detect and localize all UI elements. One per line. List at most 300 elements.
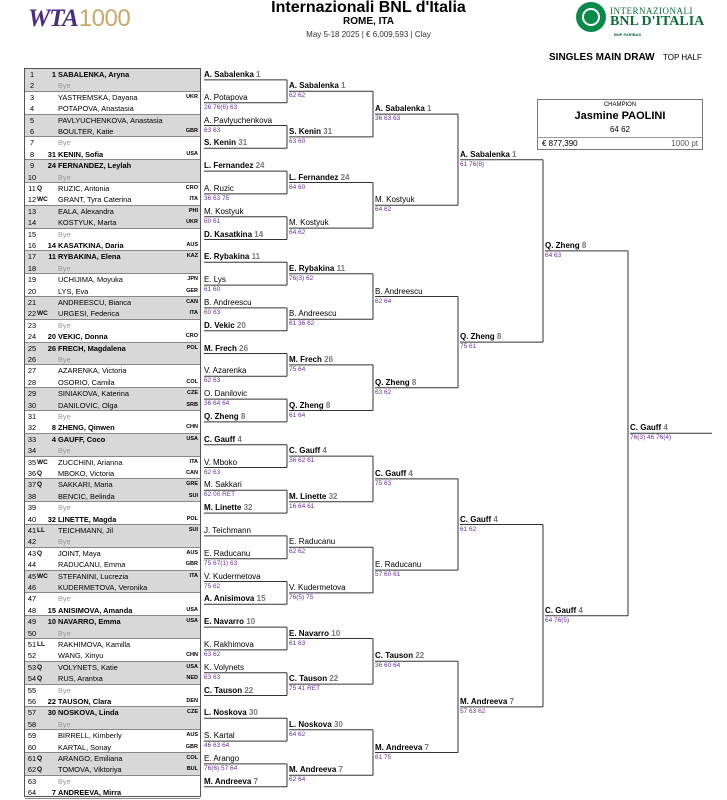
entry-player-name: SABALENKA, Aryna [58,70,130,79]
round-winner-seed: 30 [333,719,343,729]
round-winner-name [204,754,239,764]
round-winner-name [289,720,343,730]
match-score: 63 62 [375,388,392,396]
match-score: 61 62 [460,525,477,533]
round-winner-label: M. Andreeva [460,696,508,706]
draw-entry-row [25,320,200,331]
entry-nationality: CRO [185,333,198,340]
match-score: 64 62 [375,206,392,214]
round-winner-name [289,583,346,593]
match-score: 63 63 [204,126,221,134]
entry-number: 64 [27,788,37,798]
entry-nationality: ITA [189,310,198,317]
round-winner-name [204,230,263,240]
match-score: 75 62 [204,582,221,590]
draw-entry-row [25,548,200,559]
round-winner-name [289,355,333,365]
entry-player-name: Bye [58,776,71,786]
entry-tag: Q [37,185,43,192]
entry-seed: 1 [51,70,56,79]
entry-seed: 30 [47,708,56,718]
entry-player-name: STEFANINI, Lucrezia [58,571,129,581]
round-winner-name [289,173,349,183]
round-winner-name [204,480,242,490]
entry-player-name: VOLYNETS, Katie [58,662,118,672]
entry-number: 34 [27,446,37,456]
round-winner-name [375,743,429,753]
match-score: 76(5) 75 [289,593,314,601]
round-winner-name [289,309,337,319]
round-winner-label: M. Linette [204,503,242,513]
entry-player-name: RUS, Arantxa [58,674,103,684]
entry-number: 25 [27,343,37,353]
match-score: 64 63 [545,251,562,259]
entry-player-name: Bye [58,685,71,695]
wta-logo-number: 1000 [78,5,131,32]
entry-player-name: FRECH, Magdalena [58,343,126,353]
round-winner-seed: 4 [408,468,413,478]
entry-seed: 14 [47,241,56,250]
round-winner-name [289,446,327,456]
entry-nationality: JPN [187,276,198,283]
entry-nationality: SRB [186,401,198,408]
round-winner-name [204,458,237,468]
match-score: 62 62 [289,92,306,100]
entry-seed: 8 [51,423,56,433]
entry-number: 47 [27,594,37,604]
round-winner-name [204,344,248,354]
round-winner-seed: 8 [496,332,502,342]
entry-player-name: Bye [58,412,71,421]
round-winner-label: Q. Zheng [545,240,580,250]
match-score: 76(3) 46 76(4) [630,434,672,442]
entry-number: 60 [27,742,37,752]
draw-entry-row [25,115,200,126]
match-score: 61 60 [204,286,221,294]
round-winner-label: D. Vekic [204,320,235,330]
round-winner-name [375,104,432,114]
match-score: 64 76(5) [545,616,570,624]
entry-number: 33 [27,434,37,444]
draw-entry-row [25,639,200,650]
match-score: 62 63 [204,468,221,476]
entry-player-name: GAUFF, Coco [58,434,106,444]
entry-number: 12 [27,195,37,205]
entry-seed: 26 [47,343,56,353]
entry-number: 45 [27,571,37,581]
match-score: 60 61 [204,217,221,225]
entry-player-name: MBOKO, Victoria [58,469,115,478]
match-score: 62 00 RET [204,491,236,499]
round-winner-label: C. Gauff [545,605,577,615]
match-score: 62 64 [375,297,392,305]
entry-number: 4 [29,104,35,114]
round-winner-label: J. Teichmann [204,525,251,535]
round-winner-name [545,606,583,616]
entry-player-name: BOULTER, Katie [58,127,114,136]
entry-nationality: AUS [186,242,198,248]
round-winner-label: Q. Zheng [460,332,495,342]
entry-player-name: NAVARRO, Emma [58,617,121,627]
round-winner-label: E. Rybakina [204,252,250,262]
draw-entry-row [25,411,200,422]
entry-nationality: USA [186,435,198,442]
round-winner-seed: 10 [331,628,341,638]
entry-number: 63 [27,776,37,786]
round-winner-name [204,389,247,399]
entry-nationality: BUL [186,766,198,773]
round-winner-label: M. Frech [289,354,322,364]
entry-number: 21 [27,298,37,307]
round-winner-label: Q. Zheng [204,411,239,421]
entry-nationality: POL [186,515,198,522]
round-winner-name [289,81,346,91]
round-winner-label: V. Mboko [204,457,238,467]
round-winner-name [289,127,332,137]
draw-entry-row [25,536,200,547]
draw-entry-row [25,103,200,114]
entry-player-name: WANG, Xinyu [58,651,104,661]
entry-seed: 32 [47,514,56,524]
draw-entry-list [24,68,201,797]
match-score: 36 63 63 [375,115,401,123]
match-score: 63 62 [204,650,221,658]
entry-number: 38 [27,491,37,501]
entry-number: 46 [27,583,37,592]
entry-tag: Q [37,470,43,477]
round-winner-name [289,537,335,547]
entry-player-name: URGESI, Federica [58,309,120,319]
entry-tag: Q [37,663,43,671]
champion-label: CHAMPION [603,102,637,108]
entry-player-name: Bye [58,138,71,148]
round-winner-name [289,264,345,274]
round-winner-label: M. Frech [204,343,237,353]
wta-logo-word: WTA [28,5,78,32]
round-winner-seed: 7 [338,765,343,775]
draw-entry-row [25,422,200,433]
draw-entry-row [25,308,200,319]
entry-player-name: Bye [58,503,71,513]
champion-points: 1000 pt [671,139,698,148]
draw-entry-row [25,229,200,240]
match-score: 76(6) 57 64 [204,764,238,772]
entry-number: 37 [27,480,37,490]
draw-entry-row [25,787,200,798]
round-winner-name [204,116,272,126]
round-winner-label: A. Ruzic [204,183,234,193]
entry-number: 39 [27,503,37,513]
entry-seed: 22 [47,697,56,706]
draw-entry-row [25,742,200,753]
round-winner-name [460,150,517,160]
draw-entry-row [25,582,200,593]
round-winner-name [204,503,252,513]
match-score: 61 64 [289,411,306,419]
round-winner-name [204,207,244,217]
round-winner-label: M. Andreeva [375,742,423,752]
entry-player-name: Bye [58,628,71,638]
entry-player-name: RUZIC, Antonia [58,184,110,193]
entry-nationality: GER [186,287,198,294]
entry-seed: 7 [51,788,56,798]
entry-number: 55 [27,685,37,695]
draw-entry-row [25,263,200,274]
entry-tag: Q [37,481,43,489]
round-winner-label: Q. Zheng [375,377,410,387]
round-winner-label: C. Gauff [375,468,407,478]
round-winner-label: E. Navarro [204,617,245,627]
round-winner-name [204,526,251,536]
entry-player-name: JOINT, Maya [58,548,101,558]
entry-player-name: KOSTYUK, Marta [58,218,117,228]
draw-entry-row [25,354,200,365]
round-winner-name [630,423,668,433]
entry-seed: 11 [48,252,56,262]
round-winner-name [204,777,258,787]
round-winner-name [204,549,250,559]
round-winner-seed: 26 [324,354,334,364]
entry-number: 14 [27,218,37,228]
round-winner-name [375,560,421,570]
round-winner-name [204,731,235,741]
match-score: 64 62 [289,730,306,738]
entry-player-name: Bye [58,229,71,239]
round-winner-label: S. Kenin [204,138,237,148]
entry-number: 1 [29,70,35,79]
entry-nationality: USA [186,150,198,157]
match-score: 61 76(8) [460,160,485,168]
entry-player-name: Bye [58,320,71,330]
round-winner-seed: 1 [427,104,432,114]
match-score: 64 60 [289,183,306,191]
draw-entry-row [25,388,200,399]
round-winner-seed: 8 [411,377,417,387]
entry-nationality: POL [186,344,198,351]
entry-number: 30 [27,400,37,410]
match-score: 36 60 64 [375,662,401,670]
draw-entry-row [25,525,200,536]
draw-entry-row [25,80,200,91]
entry-number: 62 [27,765,37,775]
entry-number: 58 [27,719,37,729]
entry-player-name: Bye [58,594,71,604]
match-score: 60 63 [204,308,221,316]
entry-number: 7 [29,138,35,148]
round-winner-name [460,515,498,525]
round-winner-seed: 7 [509,696,514,706]
round-winner-label: D. Kasatkina [204,229,253,239]
tournament-title: Internazionali BNL d'Italia [271,0,466,16]
entry-player-name: EALA, Alexandra [58,206,114,216]
draw-entry-row [25,764,200,775]
round-winner-seed: 10 [246,617,256,627]
round-winner-label: C. Gauff [630,423,662,433]
round-winner-label: K. Rakhimova [204,639,254,649]
draw-entry-row [25,479,200,490]
draw-entry-row [25,616,200,627]
round-winner-seed: 14 [254,229,264,239]
entry-nationality: CZE [187,390,198,397]
entry-number: 31 [27,412,37,421]
round-winner-name [204,412,245,422]
match-score: 36 63 75 [204,194,230,202]
draw-entry-row [25,343,200,354]
round-winner-name [289,492,337,502]
entry-nationality: GBR [185,561,198,568]
entry-seed: 24 [47,161,56,171]
match-score: 62 64 [289,776,306,784]
sponsor-line1: INTERNAZIONALI [610,6,693,16]
entry-number: 29 [27,389,37,399]
round-winner-seed: 20 [236,320,246,330]
entry-player-name: ANISIMOVA, Amanda [58,605,133,615]
round-winner-name [375,378,416,388]
entry-nationality: CHN [186,652,198,659]
entry-number: 43 [27,548,37,558]
round-winner-seed: 31 [238,138,248,148]
draw-entry-row [25,673,200,684]
round-winner-label: M. Andreeva [204,776,252,786]
draw-entry-row [25,194,200,205]
round-winner-label: M. Kostyuk [289,218,329,228]
entry-nationality: COL [186,755,198,761]
entry-player-name: DANILOVIC, Olga [58,400,118,410]
entry-player-name: Bye [58,81,71,91]
entry-player-name: RYBAKINA, Elena [58,252,121,262]
round-winner-label: B. Andreescu [375,286,423,296]
round-winner-seed: 7 [424,742,429,752]
entry-number: 8 [29,149,35,159]
entry-number: 24 [27,332,37,342]
entry-number: 9 [29,161,35,171]
champion-score: 64 62 [609,125,631,134]
champion-prize: € 877,390 [542,139,578,148]
round-winner-label: K. Volynets [204,662,245,672]
entry-number: 23 [27,320,37,330]
entry-player-name: YASTREMSKA, Dayana [58,92,138,102]
draw-entry-row [25,92,200,103]
match-score: 46 63 64 [204,742,230,750]
entry-player-name: Bye [58,446,71,456]
entry-nationality: CAN [186,470,198,476]
entry-number: 57 [27,708,37,718]
draw-entry-row [25,149,200,160]
round-winner-seed: 22 [415,651,425,661]
round-winner-name [460,697,514,707]
round-winner-name [460,332,501,342]
entry-player-name: UCHIJIMA, Moyuka [58,275,123,285]
round-winner-seed: 4 [493,514,498,524]
entry-nationality: KAZ [186,253,198,260]
draw-entry-row [25,297,200,308]
round-winner-seed: 1 [256,69,261,79]
draw-entry-row [25,491,200,502]
draw-entry-row [25,696,200,707]
draw-entry-row [25,628,200,639]
entry-player-name: Bye [58,537,71,547]
entry-number: 28 [27,377,37,387]
round-winner-label: E. Raducanu [204,548,251,558]
draw-entry-row [25,650,200,661]
entry-nationality: CAN [186,299,198,305]
round-winner-label: A. Sabalenka [460,149,510,159]
entry-player-name: RADUCANU, Emma [58,560,126,570]
match-score: 61 75 [375,753,392,761]
entry-player-name: SAKKARI, Maria [58,480,113,490]
round-winner-label: C. Tauson [289,674,328,684]
draw-subtitle: TOP HALF [663,53,702,62]
draw-entry-row [25,559,200,570]
entry-nationality: PHI [188,207,198,214]
entry-nationality: ITA [189,572,198,579]
draw-entry-row [25,365,200,376]
round-winner-seed: 22 [329,674,339,684]
round-winner-label: V. Kudermetova [204,571,261,581]
entry-number: 59 [27,731,37,741]
round-winner-seed: 4 [663,423,668,433]
entry-player-name: BENCIC, Belinda [58,491,115,501]
entry-number: 44 [27,560,37,570]
round-winner-name [204,686,253,696]
round-winner-label: C. Tauson [375,651,414,661]
entry-number: 15 [27,229,37,239]
round-winner-seed: 8 [240,411,246,421]
draw-entry-row [25,206,200,217]
round-winner-seed: 4 [237,434,242,444]
round-winner-name [204,138,247,148]
entry-tag: WC [37,458,48,466]
entry-number: 61 [27,754,37,763]
entry-number: 35 [27,457,37,467]
round-winner-label: E. Raducanu [375,560,422,570]
match-score: 62 62 [289,548,306,556]
round-winner-seed: 32 [243,503,253,513]
entry-seed: 15 [47,605,56,615]
entry-nationality: GBR [185,743,198,750]
entry-player-name: KUDERMETOVA, Veronika [58,583,148,592]
match-score: 57 63 62 [460,707,486,715]
draw-entry-row [25,662,200,673]
round-winner-label: M. Andreeva [289,765,337,775]
round-winner-label: Q. Zheng [289,400,324,410]
entry-number: 6 [29,127,35,136]
draw-entry-row [25,753,200,764]
round-winner-label: E. Lys [204,275,226,285]
entry-seed: 31 [47,149,56,159]
entry-player-name: ARANGO, Emiliana [58,754,123,763]
round-winner-name [204,93,248,103]
round-winner-label: C. Gauff [460,514,492,524]
entry-player-name: OSORIO, Camila [58,377,115,387]
champion-name: Jasmine PAOLINI [574,110,666,122]
match-score: 36 64 64 [204,400,230,408]
entry-player-name: Bye [58,172,71,182]
draw-entry-row [25,251,200,262]
entry-player-name: ZUCCHINI, Arianna [58,457,123,467]
entry-tag: WC [37,572,48,580]
round-winner-name [204,708,258,718]
entry-seed: 20 [47,332,56,342]
round-winner-name [204,298,252,308]
entry-number: 48 [27,605,37,615]
draw-entry-row [25,707,200,718]
entry-player-name: LINETTE, Magda [58,514,117,524]
match-score: 36 62 61 [289,457,315,465]
entry-player-name: TAUSON, Clara [58,697,112,706]
draw-entry-row [25,445,200,456]
entry-number: 49 [27,617,37,627]
